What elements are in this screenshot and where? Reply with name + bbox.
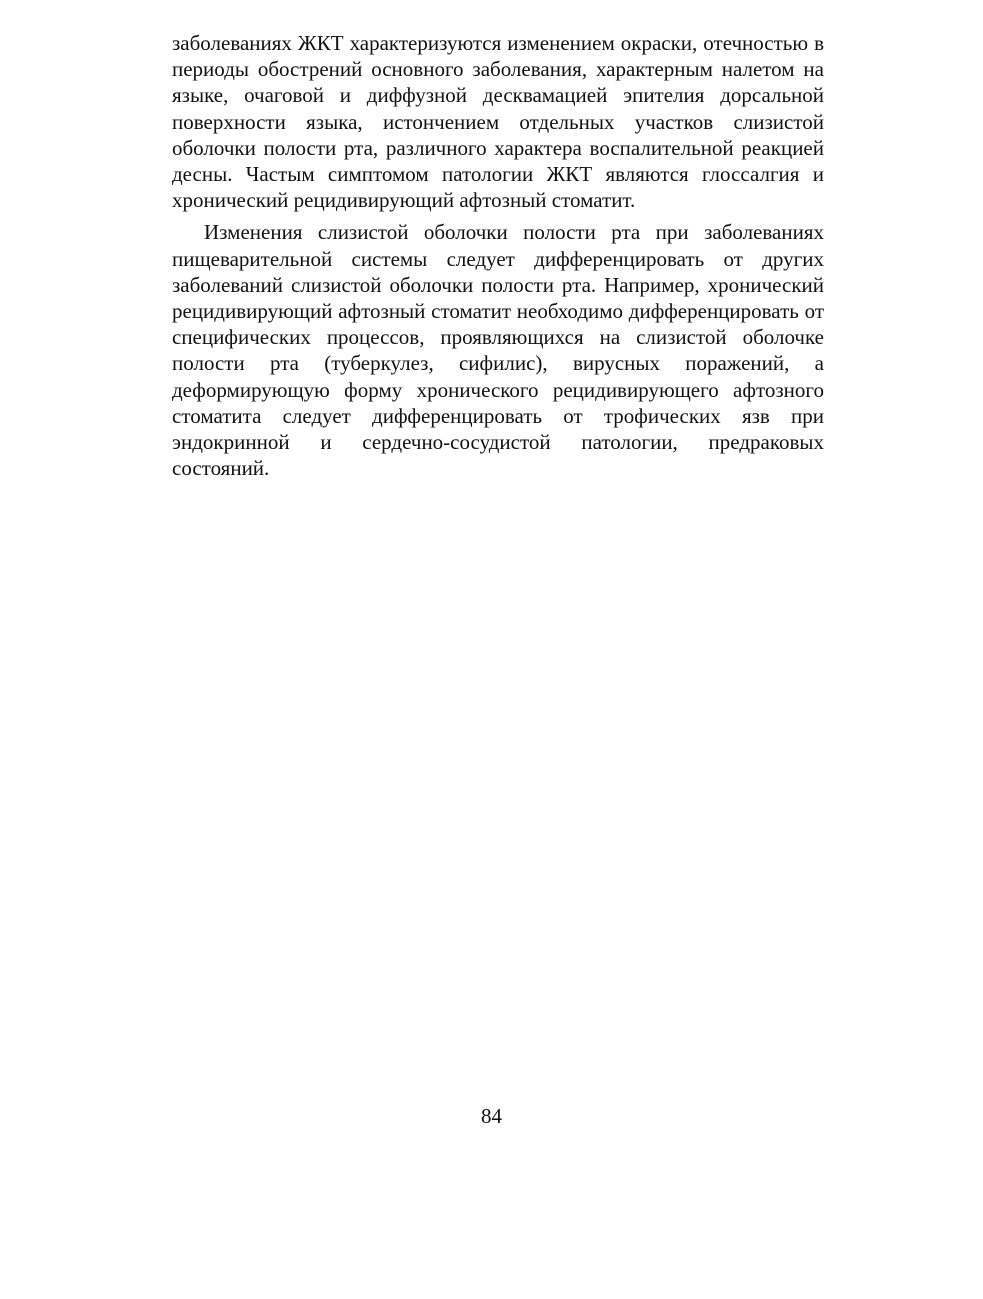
body-text <box>172 30 824 481</box>
page-number: 84 <box>481 1104 502 1128</box>
paragraph-differential-diagnosis: Изменения слизистой оболочки полости рта при заболеваниях пищеварительной системы следует дифференцировать от других заболеваний слизистой оболочки полости рта. Например, хронический рецидивирующий афтозный стоматит необходимо дифференцировать от специфических процессов, проявляющихся на слизистой оболочке полости рта (туберкулез, сифилис), вирусных поражений, а деформирующую форму хронического рецидивирующего афтозного стоматита следует дифференцировать от трофических язв при эндокринной и сердечно-сосудистой патологии, предраковых состояний. <box>172 220 824 481</box>
paragraph-continuation: заболеваниях ЖКТ характеризуются изменением окраски, отечностью в периоды обострений основного заболевания, характерным налетом на языке, очаговой и диффузной десквамацией эпителия дорсальной поверхности языка, истончением отдельных участков слизистой оболочки полости рта, различного характера воспалительной реакцией десны. Частым симптомом патологии ЖКТ являются глоссалгия и хронический рецидивирующий афтозный стоматит. <box>172 31 824 213</box>
